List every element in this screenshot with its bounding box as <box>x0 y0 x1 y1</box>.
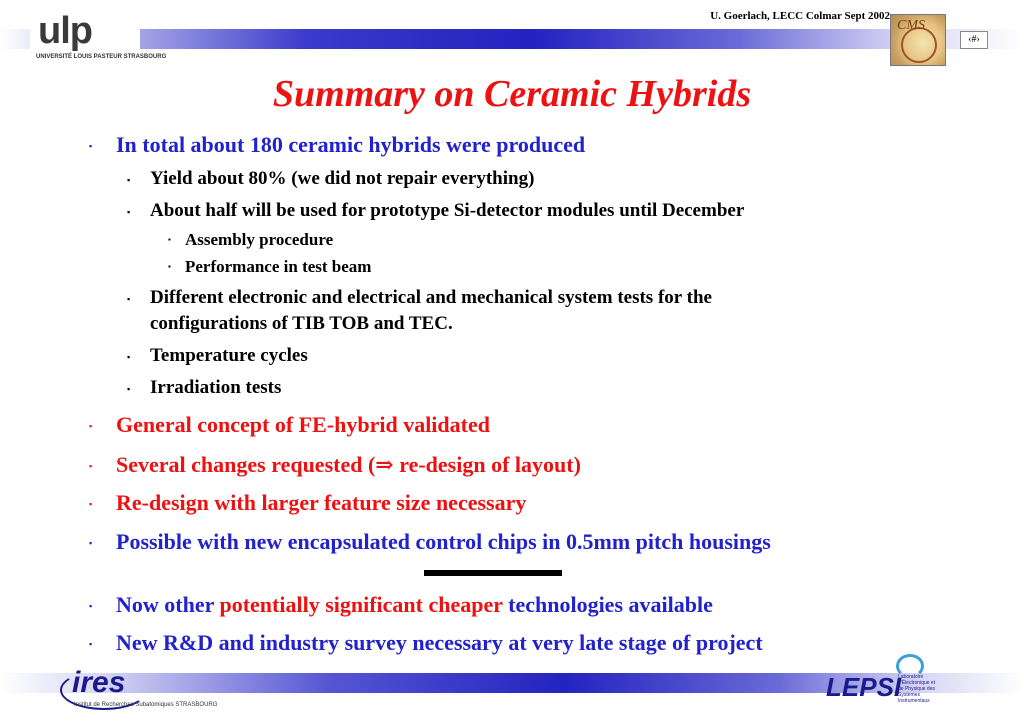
lepsi-logo-word: LEPSI <box>826 672 902 702</box>
bullet-marker-icon: ▪ <box>127 175 131 185</box>
bullet-marker-icon: ▪ <box>89 499 93 509</box>
lepsi-logo <box>826 652 946 702</box>
bullet-concept-validated <box>89 412 490 438</box>
cms-logo <box>890 14 946 66</box>
bullet-marker-icon: ▪ <box>89 538 93 548</box>
bullet-text: Possible with new encapsulated control chips in 0.5mm pitch housings <box>116 529 771 554</box>
bullet-system-tests-continued <box>150 313 453 335</box>
ulp-logo-word: ulp <box>38 10 92 52</box>
slide-number: ‹#› <box>960 31 988 49</box>
ires-logo-word: ires <box>72 666 126 699</box>
bullet-marker-icon: ▪ <box>168 235 171 244</box>
slide-title: Summary on Ceramic Hybrids <box>272 73 752 115</box>
bullet-marker-icon: ▪ <box>127 384 131 394</box>
bullet-marker-icon: ▪ <box>168 262 171 271</box>
bullet-text-part1: Now other <box>116 592 220 617</box>
bullet-performance <box>168 257 372 277</box>
bullet-text: Performance in test beam <box>185 257 372 276</box>
header-credit: U. Goerlach, LECC Colmar Sept 2002 <box>710 10 890 22</box>
bullet-cheaper-technologies <box>89 592 713 618</box>
bullet-marker-icon: ▪ <box>89 601 93 611</box>
bullet-marker-icon: ▪ <box>89 421 93 431</box>
lepsi-logo-subtitle: Laboratoire d'Électronique et de Physique des Systèmes Instrumentaux <box>898 674 936 704</box>
bullet-marker-icon: ▪ <box>89 639 93 649</box>
bullet-text: Yield about 80% (we did not repair everything) <box>150 168 535 189</box>
bullet-yield <box>127 168 535 190</box>
cms-logo-word: CMS <box>897 18 925 33</box>
bullet-half-used <box>127 200 745 222</box>
ulp-logo <box>30 10 167 66</box>
bullet-text: Temperature cycles <box>150 345 308 366</box>
bullet-marker-icon: ▪ <box>89 461 93 471</box>
bullet-redesign <box>89 490 527 516</box>
bullet-marker-icon: ▪ <box>89 141 93 151</box>
bullet-text: General concept of FE-hybrid validated <box>116 412 490 437</box>
bullet-text: Re-design with larger feature size necessary <box>116 490 527 515</box>
bullet-text: About half will be used for prototype Si-detector modules until December <box>150 200 745 221</box>
header-gradient-band <box>0 29 1024 49</box>
bullet-text: Irradiation tests <box>150 377 282 398</box>
ulp-logo-subtitle: UNIVERSITÉ LOUIS PASTEUR STRASBOURG <box>36 54 167 60</box>
bullet-assembly <box>168 230 334 250</box>
bullet-total-hybrids <box>89 132 586 158</box>
bullet-irradiation <box>127 377 282 399</box>
bullet-text: configurations of TIB TOB and TEC. <box>150 313 453 334</box>
divider-bar <box>424 570 562 576</box>
bullet-changes-requested <box>89 452 581 478</box>
bullet-system-tests <box>127 287 712 309</box>
bullet-text-highlight: potentially significant cheaper <box>219 592 503 617</box>
bullet-text: Assembly procedure <box>185 230 334 249</box>
bullet-text: In total about 180 ceramic hybrids were produced <box>116 132 586 157</box>
bullet-marker-icon: ▪ <box>127 294 131 304</box>
bullet-rnd-survey <box>89 630 763 656</box>
bullet-text: Several changes requested (⇒ re-design of layout) <box>116 452 581 477</box>
ires-logo <box>60 664 218 712</box>
bullet-text: Different electronic and electrical and mechanical system tests for the <box>150 287 712 308</box>
bullet-text-part3: technologies available <box>502 592 713 617</box>
bullet-encapsulated-chips <box>89 529 771 555</box>
bullet-temperature <box>127 345 308 367</box>
bullet-marker-icon: ▪ <box>127 207 131 217</box>
bullet-text: New R&D and industry survey necessary at very late stage of project <box>116 630 763 655</box>
ires-logo-subtitle: Institut de Recherches Subatomiques STRASBOURG <box>74 702 218 708</box>
bullet-marker-icon: ▪ <box>127 352 131 362</box>
